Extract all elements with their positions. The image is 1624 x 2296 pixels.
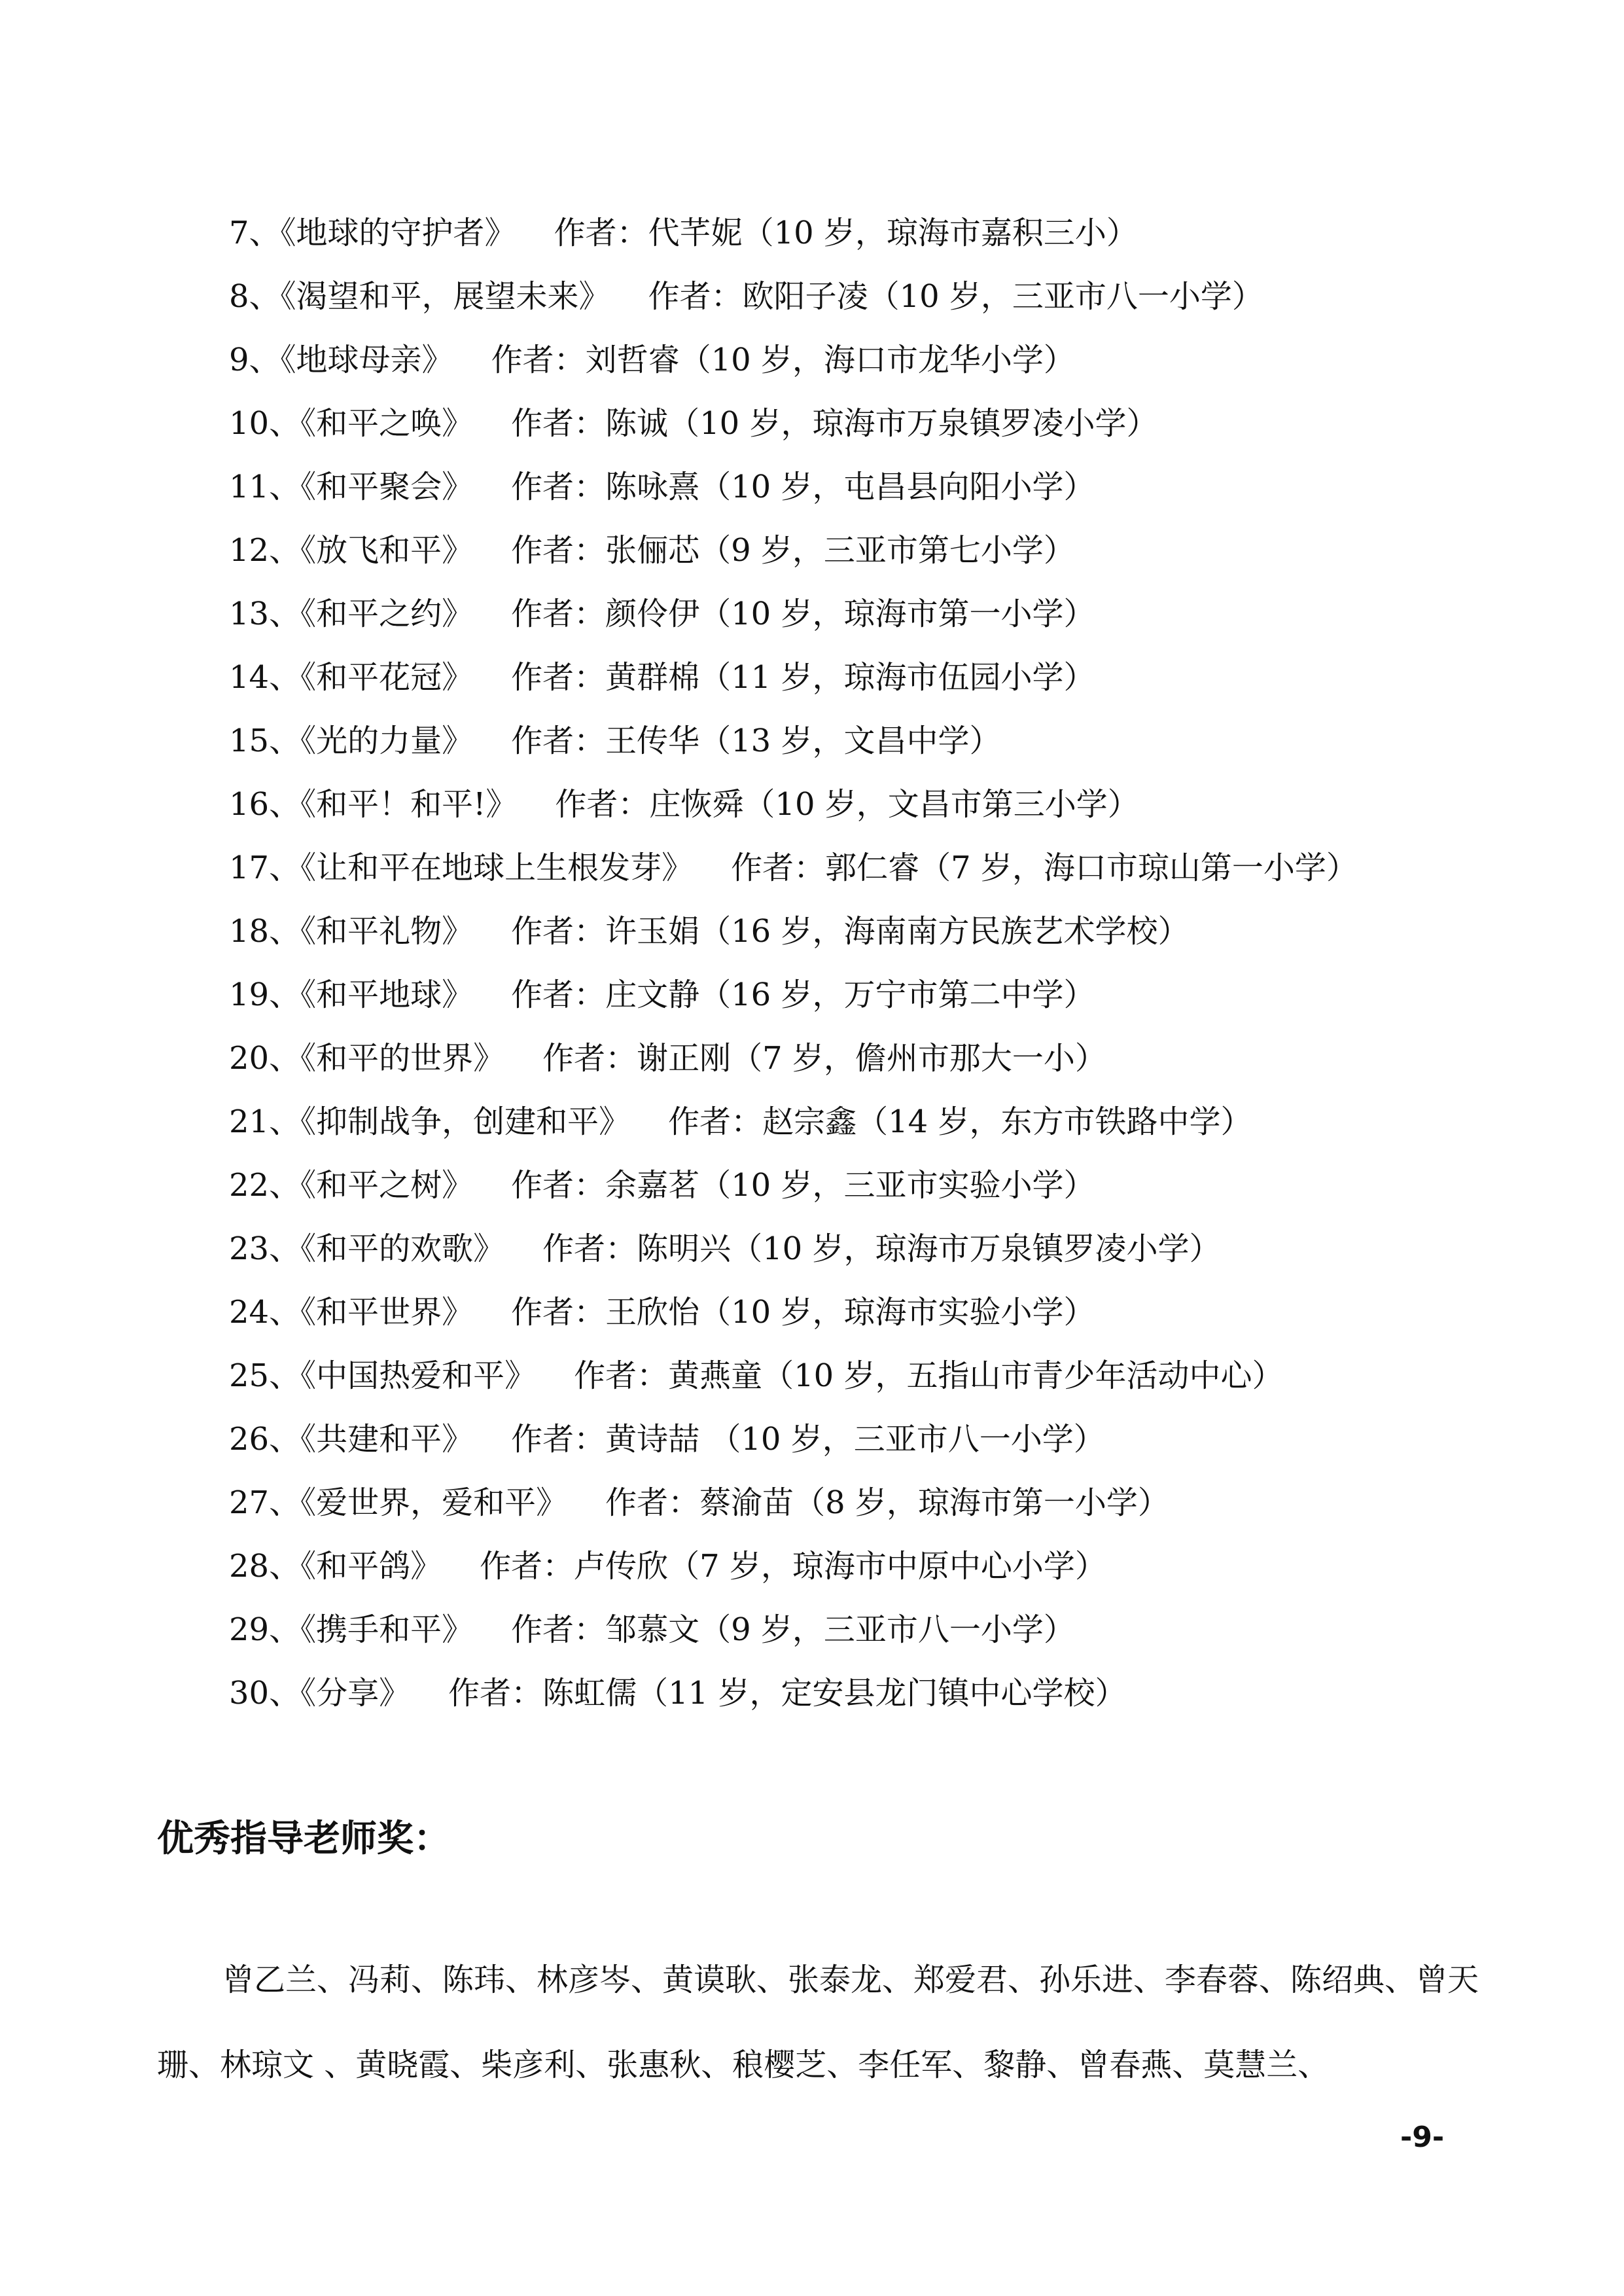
author-info: 黄诗喆 （10 岁，三亚市八一小学） [605,1421,1105,1458]
author-info: 陈诚（10 岁，琼海市万泉镇罗凌小学） [605,405,1158,442]
author-label: 作者： [511,1611,606,1648]
author-info: 庄恢舜（10 岁，文昌市第三小学） [649,786,1139,823]
author-label: 作者： [511,659,606,696]
award-number: 16、 [229,786,301,823]
author-label: 作者： [574,1357,669,1394]
award-number: 13、 [229,596,301,632]
artwork-title: 《地球母亲》 [280,342,453,378]
award-entry [229,265,1472,329]
award-number: 29、 [229,1611,301,1648]
artwork-title: 《共建和平》 [300,1421,474,1458]
author-info: 许玉娟（16 岁，海南南方民族艺术学校） [605,913,1190,950]
author-label: 作者： [668,1103,763,1140]
award-number: 23、 [229,1230,301,1267]
author-info: 王欣怡（10 岁，琼海市实验小学） [605,1294,1095,1331]
author-label: 作者： [542,1230,637,1267]
author-info: 谢正刚（7 岁，儋州市那大一小） [637,1040,1106,1077]
artwork-title: 《和平的欢歌》 [300,1230,505,1267]
author-label: 作者： [511,1167,606,1204]
award-number: 15、 [229,723,301,759]
award-entry [229,519,1472,583]
author-label: 作者： [605,1484,700,1521]
artwork-title: 《爱世界，爱和平》 [300,1484,568,1521]
artwork-title: 《分享》 [300,1675,411,1712]
author-label: 作者： [511,723,606,759]
award-number: 18、 [229,913,301,950]
award-entry [229,1471,1472,1535]
artwork-title: 《和平之约》 [300,596,474,632]
artwork-title: 《和平！和平!》 [300,786,518,823]
artwork-title: 《放飞和平》 [300,532,474,569]
award-entry [229,1344,1472,1408]
artwork-title: 《让和平在地球上生根发芽》 [300,850,694,886]
artwork-title: 《和平地球》 [300,977,474,1013]
award-entry [229,1598,1472,1662]
author-label: 作者： [448,1675,543,1712]
author-label: 作者： [491,342,586,378]
award-entry [229,1217,1472,1281]
author-info: 赵宗鑫（14 岁，东方市铁路中学） [762,1103,1252,1140]
author-info: 代芊妮（10 岁，琼海市嘉积三小） [648,215,1138,251]
author-label: 作者： [480,1548,574,1585]
award-entry [229,1090,1472,1154]
author-label: 作者： [511,913,606,950]
award-entry [229,1535,1472,1598]
author-info: 陈咏熹（10 岁，屯昌县向阳小学） [605,469,1095,505]
award-number: 8、 [229,278,281,315]
author-info: 余嘉茗（10 岁，三亚市实验小学） [605,1167,1095,1204]
award-entry [229,646,1472,709]
award-number: 17、 [229,850,301,886]
author-label: 作者： [554,215,648,251]
award-number: 28、 [229,1548,301,1585]
award-number: 30、 [229,1675,301,1712]
award-entry [229,329,1472,392]
artwork-title: 《携手和平》 [300,1611,474,1648]
award-number: 22、 [229,1167,301,1204]
author-info: 颜伶伊（10 岁，琼海市第一小学） [605,596,1095,632]
artwork-title: 《和平之树》 [300,1167,474,1204]
award-number: 12、 [229,532,301,569]
author-info: 蔡渝苗（8 岁，琼海市第一小学） [699,1484,1169,1521]
artwork-title: 《光的力量》 [300,723,474,759]
author-info: 张俪芯（9 岁，三亚市第七小学） [605,532,1075,569]
award-entry [229,583,1472,646]
author-info: 刘哲睿（10 岁，海口市龙华小学） [585,342,1075,378]
award-number: 19、 [229,977,301,1013]
artwork-title: 《和平聚会》 [300,469,474,505]
award-entry [229,456,1472,519]
award-entry [229,963,1472,1027]
teacher-names-paragraph: 曾乙兰、冯莉、陈玮、林彦岑、黄谟耿、张泰龙、郑爱君、孙乐进、李春蓉、陈绍典、曾天珊、林琼文 、黄晓霞、柴彦利、张惠秋、稂樱芝、李任军、黎静、曾春燕、莫慧兰、 [157,1962,1479,2083]
award-entry [229,1281,1472,1344]
author-info: 庄文静（16 岁，万宁市第二中学） [605,977,1095,1013]
award-number: 21、 [229,1103,301,1140]
award-entry [229,773,1472,836]
artwork-title: 《和平的世界》 [300,1040,505,1077]
author-label: 作者： [555,786,650,823]
awards-list [229,202,1472,1725]
artwork-title: 《和平鸽》 [300,1548,442,1585]
artwork-title: 《地球的守护者》 [280,215,516,251]
artwork-title: 《和平花冠》 [300,659,474,696]
artwork-title: 《和平之唤》 [300,405,474,442]
author-label: 作者： [511,405,606,442]
award-number: 14、 [229,659,301,696]
award-number: 10、 [229,405,301,442]
artwork-title: 《和平礼物》 [300,913,474,950]
author-label: 作者： [511,977,606,1013]
award-number: 20、 [229,1040,301,1077]
author-info: 王传华（13 岁，文昌中学） [605,723,1001,759]
author-info: 郭仁睿（7 岁，海口市琼山第一小学） [825,850,1358,886]
page-number: -9- [1400,2121,1445,2154]
author-label: 作者： [511,596,606,632]
award-number: 9、 [229,342,281,378]
teacher-award-heading: 优秀指导老师奖： [157,1818,450,1860]
author-info: 陈明兴（10 岁，琼海市万泉镇罗凌小学） [637,1230,1221,1267]
author-info: 黄群棉（11 岁，琼海市伍园小学） [605,659,1095,696]
award-number: 7、 [229,215,281,251]
author-info: 陈虹儒（11 岁，定安县龙门镇中心学校） [542,1675,1127,1712]
author-label: 作者： [511,1421,606,1458]
author-info: 黄燕童（10 岁，五指山市青少年活动中心） [668,1357,1284,1394]
award-number: 25、 [229,1357,301,1394]
award-entry [229,202,1472,265]
artwork-title: 《抑制战争，创建和平》 [300,1103,631,1140]
author-label: 作者： [542,1040,637,1077]
author-label: 作者： [731,850,826,886]
author-label: 作者： [511,532,606,569]
author-info: 欧阳子凌（10 岁，三亚市八一小学） [742,278,1263,315]
award-entry [229,1027,1472,1090]
author-label: 作者： [511,1294,606,1331]
award-entry [229,392,1472,456]
award-number: 26、 [229,1421,301,1458]
artwork-title: 《渴望和平，展望未来》 [280,278,610,315]
award-entry [229,1662,1472,1725]
award-entry [229,836,1472,900]
artwork-title: 《和平世界》 [300,1294,474,1331]
author-info: 邹慕文（9 岁，三亚市八一小学） [605,1611,1075,1648]
author-label: 作者： [511,469,606,505]
award-entry [229,709,1472,773]
artwork-title: 《中国热爱和平》 [300,1357,537,1394]
award-entry [229,1154,1472,1217]
award-number: 11、 [229,469,301,505]
award-number: 24、 [229,1294,301,1331]
award-number: 27、 [229,1484,301,1521]
author-info: 卢传欣（7 岁，琼海市中原中心小学） [574,1548,1106,1585]
author-label: 作者： [648,278,743,315]
award-entry [229,1408,1472,1471]
award-entry [229,900,1472,963]
